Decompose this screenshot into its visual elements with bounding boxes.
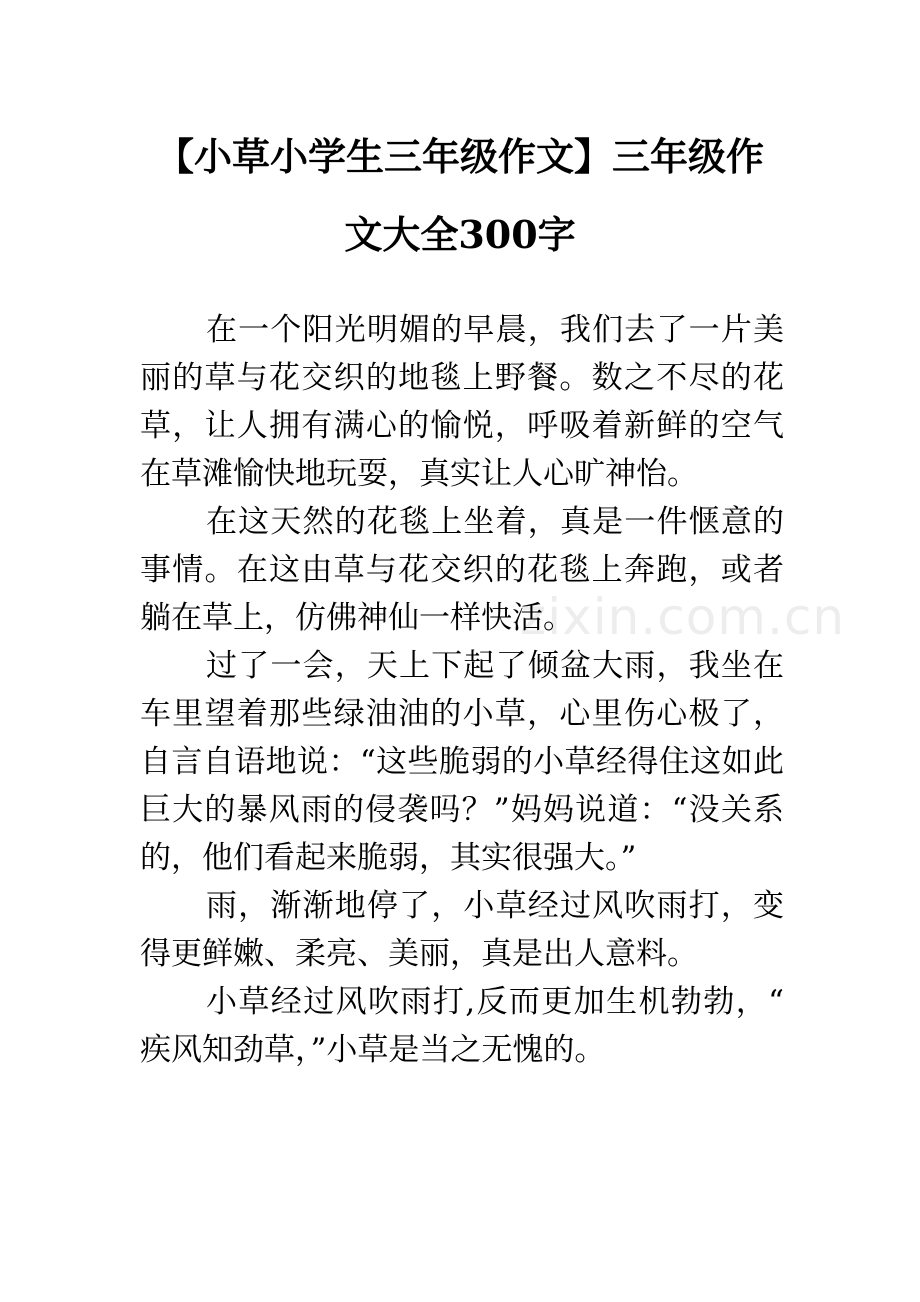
paragraph: 小草经过风吹雨打,反而更加生机勃勃，“疾风知劲草，”小草是当之无愧的。 — [140, 984, 784, 1068]
watermark: zixin.com.cn — [520, 588, 846, 646]
paragraph: 雨，渐渐地停了，小草经过风吹雨打，变得更鲜嫩、柔亮、美丽，真是出人意料。 — [140, 888, 784, 972]
document-body — [140, 306, 784, 1074]
paragraph: 在这天然的花毯上坐着，真是一件惬意的事情。在这由草与花交织的花毯上奔跑，或者躺在草上，仿佛神仙一样快活。 — [140, 504, 784, 636]
paragraph: 过了一会，天上下起了倾盆大雨，我坐在车里望着那些绿油油的小草，心里伤心极了，自言自语地说：“这些脆弱的小草经得住这如此巨大的暴风雨的侵袭吗？”妈妈说道：“没关系的，他们看起来脆弱，其实很强大。” — [140, 648, 784, 876]
document-title: 【小草小学生三年级作文】三年级作文大全300字 — [155, 134, 764, 257]
paragraph: 在一个阳光明媚的早晨，我们去了一片美丽的草与花交织的地毯上野餐。数之不尽的花草，让人拥有满心的愉悦，呼吸着新鲜的空气在草滩愉快地玩耍，真实让人心旷神怡。 — [140, 312, 784, 492]
